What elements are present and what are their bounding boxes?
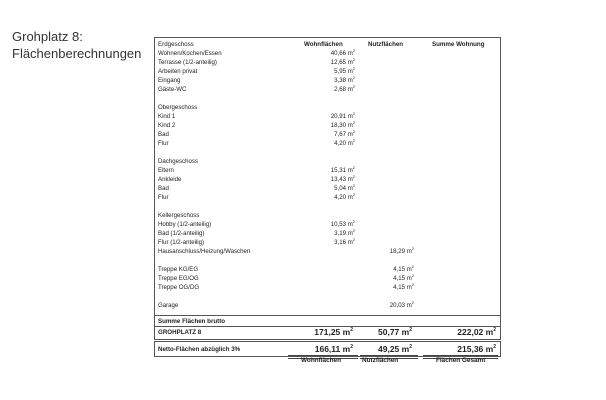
table-row — [155, 121, 502, 130]
row-label: Hobby (1/2-anteilig) — [158, 221, 212, 228]
table-row — [155, 166, 502, 175]
row-label: Gäste-WC — [158, 86, 187, 93]
row-label: Flur — [158, 140, 169, 147]
table-row — [155, 193, 502, 202]
row-wohn-value: 4,20 $m^2$ — [334, 192, 355, 201]
table-row — [155, 139, 502, 148]
row-label: Wohnen/Kochen/Essen — [158, 50, 222, 57]
summary-summe-value: 222,02 $m^2$ — [457, 327, 496, 337]
row-nutz-value: 18,29 $m^2$ — [389, 246, 414, 255]
footer-wohnflaechen: Wohnflächen — [301, 357, 342, 364]
row-wohn-value: 13,43 $m^2$ — [330, 174, 355, 183]
area-table — [154, 37, 501, 316]
row-label: Eltern — [158, 167, 174, 174]
row-wohn-value: 12,65 $m^2$ — [330, 57, 355, 66]
netto-label: Netto-Flächen abzüglich 3% — [158, 346, 241, 353]
row-label: Kind 2 — [158, 122, 176, 129]
table-row — [155, 148, 502, 157]
summary-name: GROHPLATZ 8 — [158, 329, 202, 336]
section-erdgeschoss: Erdgeschoss — [158, 41, 194, 48]
row-label: Flur — [158, 194, 169, 201]
row-wohn-value: 15,31 $m^2$ — [330, 165, 355, 174]
row-label: Flur (1/2-anteilig) — [158, 239, 205, 246]
row-wohn-value: 3,19 $m^2$ — [334, 228, 355, 237]
table-row — [155, 229, 502, 238]
row-label: Bad — [158, 185, 169, 192]
header-nutzflaechen: Nutzflächen — [368, 41, 404, 48]
row-wohn-value: 5,95 $m^2$ — [334, 66, 355, 75]
row-label: Terrasse (1/2-anteilig) — [158, 59, 217, 66]
row-nutz-value: 4,15 $m^2$ — [393, 264, 414, 273]
netto-row — [154, 341, 501, 357]
row-wohn-value: 40,66 $m^2$ — [330, 48, 355, 57]
table-row — [155, 283, 502, 292]
summary-heading: Summe Flächen brutto — [158, 318, 226, 325]
table-row — [155, 49, 502, 58]
footer-nutzflaechen: Nutzflächen — [362, 357, 399, 364]
row-wohn-value: 2,68 $m^2$ — [334, 84, 355, 93]
page-title — [12, 28, 141, 62]
table-row — [155, 157, 502, 166]
table-row — [155, 67, 502, 76]
row-wohn-value: 7,67 $m^2$ — [334, 129, 355, 138]
table-row — [155, 220, 502, 229]
table-row — [155, 130, 502, 139]
header-summe-wohnung: Summe Wohnung — [432, 41, 485, 48]
table-row — [155, 76, 502, 85]
row-label: Eingang — [158, 77, 181, 84]
table-row — [155, 58, 502, 67]
row-wohn-value: 20,91 $m^2$ — [330, 111, 355, 120]
summary-nutz-value: 50,77 $m^2$ — [378, 327, 412, 337]
row-label: Dachgeschoss — [158, 158, 198, 165]
row-nutz-value: 4,15 $m^2$ — [393, 273, 414, 282]
row-label: Kind 1 — [158, 113, 176, 120]
row-label: Treppe EG/OG — [158, 275, 199, 282]
row-label: Kellergeschoss — [158, 212, 200, 219]
table-row — [155, 265, 502, 274]
row-wohn-value: 5,04 $m^2$ — [334, 183, 355, 192]
row-wohn-value: 3,16 $m^2$ — [334, 237, 355, 246]
table-row — [155, 301, 502, 310]
table-row — [155, 175, 502, 184]
table-row — [155, 292, 502, 301]
row-wohn-value: 4,20 $m^2$ — [334, 138, 355, 147]
table-row — [155, 211, 502, 220]
summary-brutto — [154, 316, 501, 340]
row-nutz-value: 4,15 $m^2$ — [393, 282, 414, 291]
row-label: Arbeiten privat — [158, 68, 198, 75]
netto-wohn-value: 166,11 $m^2$ — [314, 344, 353, 354]
table-row — [155, 85, 502, 94]
table-row — [155, 274, 502, 283]
summary-wohn-value: 171,25 $m^2$ — [314, 327, 353, 337]
row-label: Treppe OG/DG — [158, 284, 200, 291]
table-row — [155, 184, 502, 193]
row-label: Obergeschoss — [158, 104, 198, 111]
row-label: Bad (1/2-anteilig) — [158, 230, 205, 237]
title-line-1: Grohplatz 8: — [12, 29, 83, 44]
row-wohn-value: 10,53 $m^2$ — [330, 219, 355, 228]
table-row — [155, 202, 502, 211]
table-row — [155, 94, 502, 103]
footer-flaechen-gesamt: Flächen Gesamt — [436, 357, 486, 364]
row-label: Bad — [158, 131, 169, 138]
row-label: Garage — [158, 302, 179, 309]
header-wohnflaechen: Wohnflächen — [304, 41, 343, 48]
row-wohn-value: 18,30 $m^2$ — [330, 120, 355, 129]
title-line-2: Flächenberechnungen — [12, 46, 142, 61]
row-label: Ankleide — [158, 176, 182, 183]
table-row — [155, 256, 502, 265]
row-label: Hausanschluss/Heizung/Waschen — [158, 248, 251, 255]
table-row — [155, 112, 502, 121]
row-wohn-value: 3,38 $m^2$ — [334, 75, 355, 84]
netto-gesamt-value: 215,36 $m^2$ — [457, 344, 496, 354]
table-row — [155, 238, 502, 247]
netto-nutz-value: 49,25 $m^2$ — [378, 344, 412, 354]
row-nutz-value: 20,03 $m^2$ — [389, 300, 414, 309]
table-row — [155, 103, 502, 112]
table-row — [155, 247, 502, 256]
row-label: Treppe KG/EG — [158, 266, 199, 273]
